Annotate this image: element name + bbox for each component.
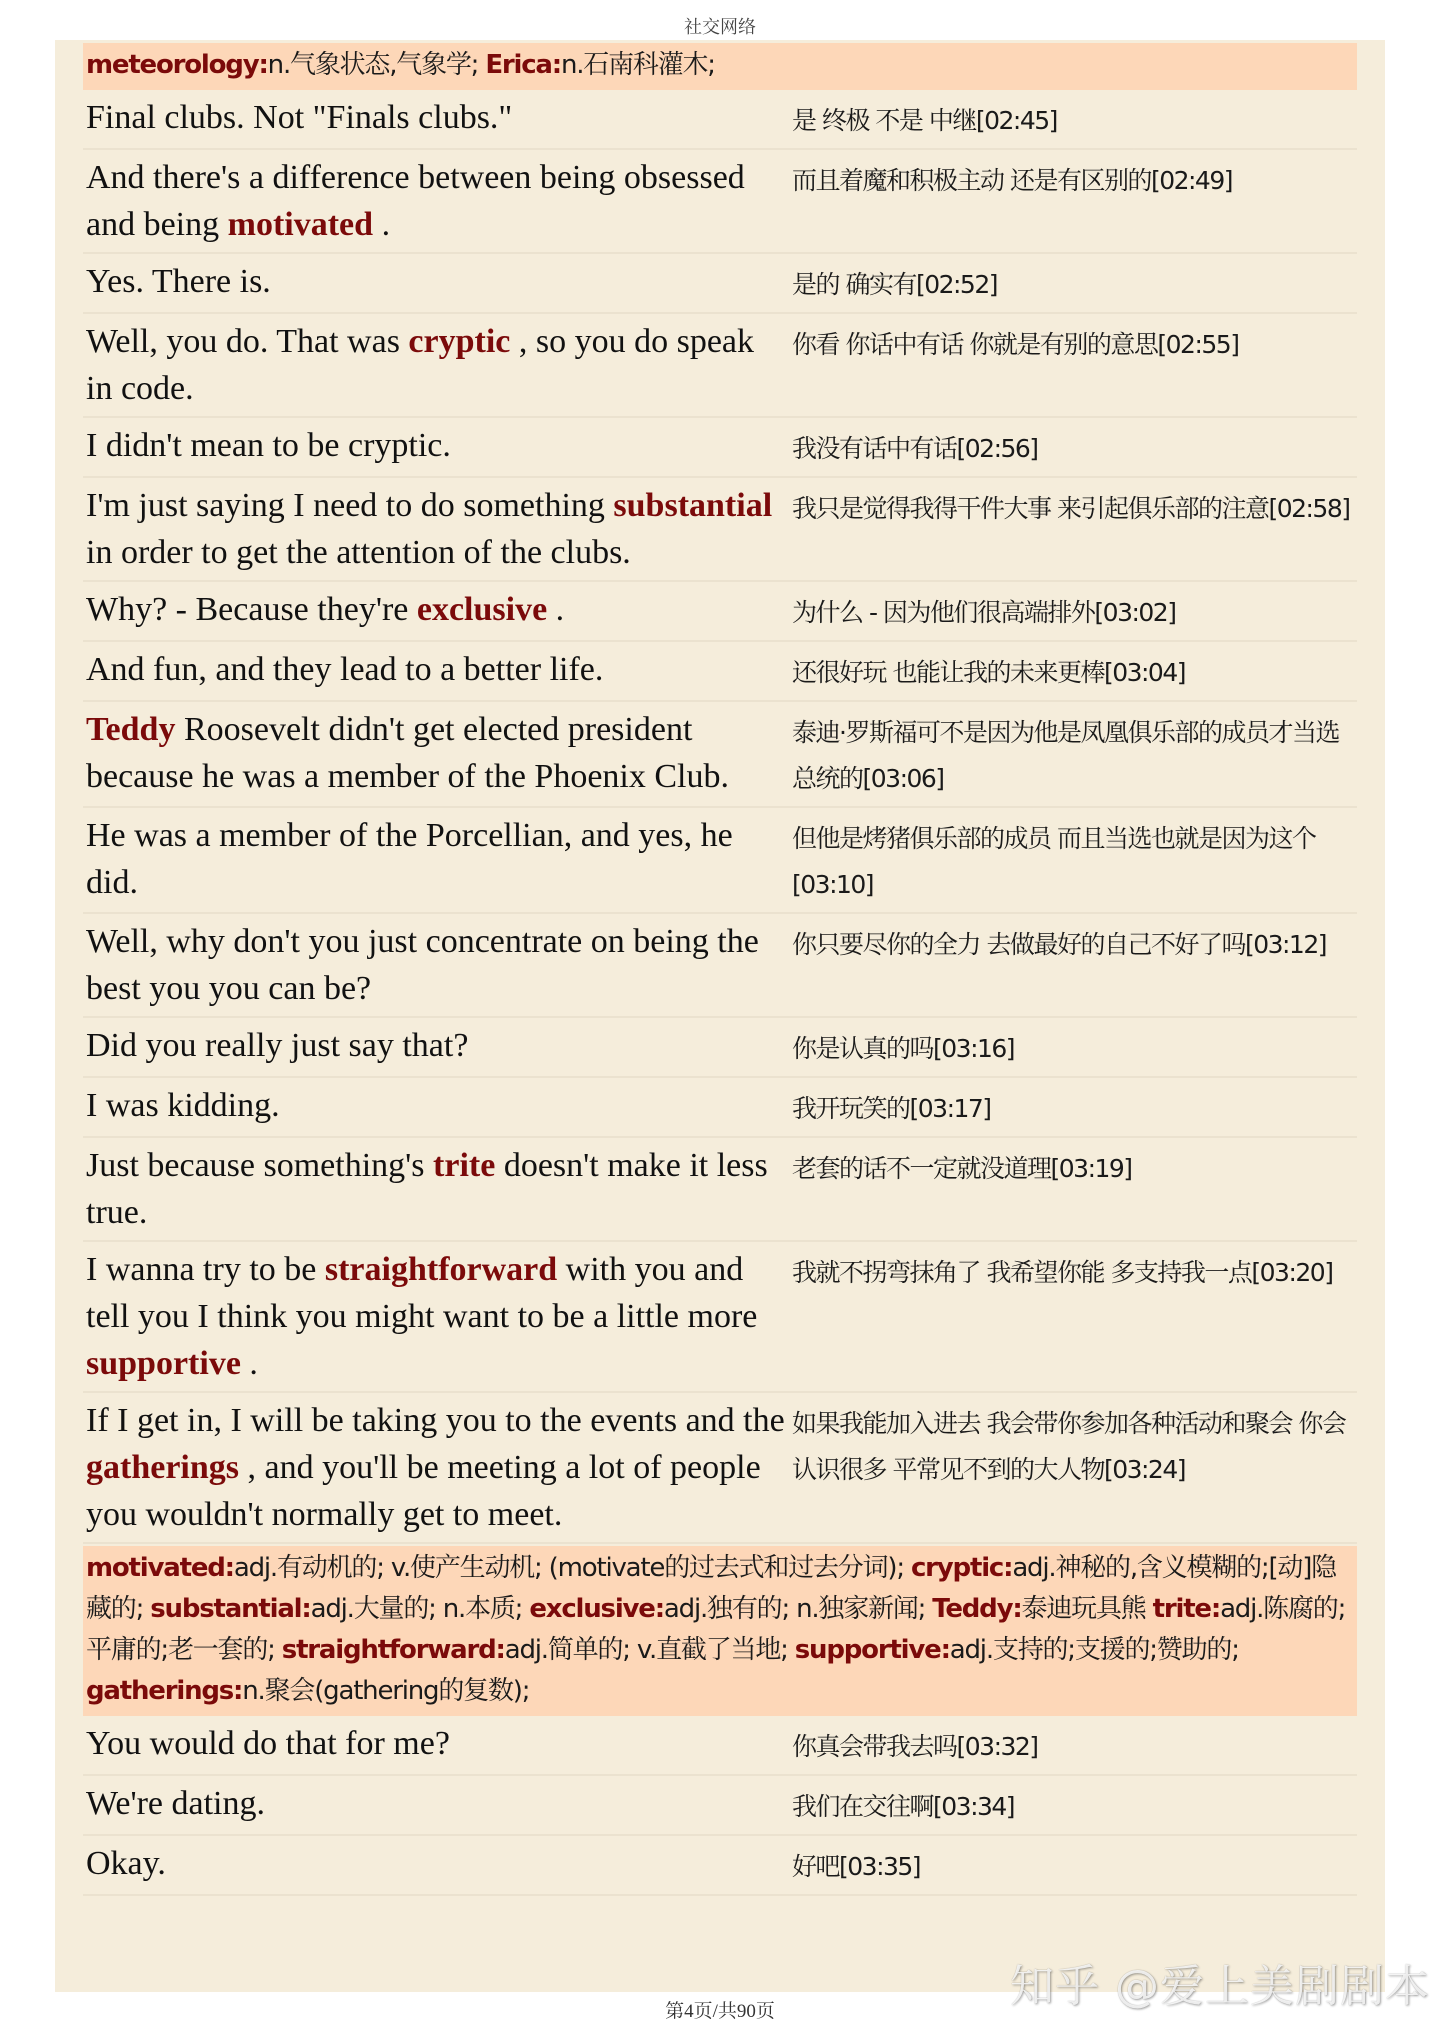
- subtitle-row: [83, 478, 1357, 582]
- english-text: , so you do speak in code.: [86, 323, 755, 407]
- chinese-translation: 是的 确实有[02:52]: [792, 270, 997, 299]
- subtitle-row: [83, 1242, 1357, 1393]
- english-text: Final clubs. Not "Finals clubs.": [86, 99, 513, 136]
- subtitle-row: [83, 418, 1357, 478]
- english-line: [83, 1776, 788, 1834]
- english-line: [83, 1716, 788, 1774]
- highlighted-vocab-word: straightforward: [324, 1251, 558, 1288]
- chinese-translation: 我只是觉得我得干件大事 来引起俱乐部的注意[02:58]: [792, 494, 1350, 523]
- highlighted-vocab-word: supportive: [86, 1345, 241, 1382]
- chinese-translation: 你真会带我去吗[03:32]: [792, 1732, 1038, 1761]
- english-text: Just because something's: [86, 1147, 434, 1184]
- subtitle-row: [83, 702, 1357, 808]
- vocab-box-2: [83, 1546, 1357, 1716]
- vocab-term: gatherings:: [86, 1676, 243, 1706]
- subtitle-row: [83, 1138, 1357, 1242]
- highlighted-vocab-word: cryptic: [408, 323, 511, 360]
- vocab-definition: adj.神秘的,含义模糊的;[动]隐藏的;: [86, 1553, 1336, 1624]
- vocab-definition: adj.简单的; v.直截了当地;: [504, 1635, 795, 1665]
- zhihu-watermark: 知乎 @爱上美剧剧本: [1010, 1961, 1430, 2012]
- chinese-translation: 你看 你话中有话 你就是有别的意思[02:55]: [792, 330, 1239, 359]
- vocab-definition: adj.陈腐的;平庸的;老一套的;: [86, 1594, 1346, 1665]
- highlighted-vocab-word: gatherings: [86, 1449, 239, 1486]
- subtitle-row: [83, 642, 1357, 702]
- vocab-term: substantial:: [150, 1594, 311, 1624]
- chinese-translation: 我没有话中有话[02:56]: [792, 434, 1038, 463]
- english-line: [83, 1393, 788, 1542]
- vocab-term: cryptic:: [910, 1553, 1013, 1583]
- subtitle-row: [83, 808, 1357, 914]
- subtitle-row: [83, 914, 1357, 1018]
- vocab-definition: adj.有动机的; v.使产生动机; (motivate的过去式和过去分词);: [233, 1553, 911, 1583]
- highlighted-vocab-word: motivated: [227, 206, 374, 243]
- subtitle-row: [83, 582, 1357, 642]
- english-line: [83, 808, 788, 912]
- vocab-term: trite:: [1152, 1594, 1221, 1624]
- chinese-translation: 你是认真的吗[03:16]: [792, 1034, 1015, 1063]
- document-header-title: 社交网络: [684, 17, 756, 37]
- content: [83, 43, 1357, 1896]
- subtitle-row: [83, 1393, 1357, 1544]
- page-indicator: 第4页/共90页: [665, 2001, 775, 2022]
- english-text: in order to get the attention of the clubs.: [86, 534, 631, 571]
- english-line: [83, 1018, 788, 1076]
- english-text: If I get in, I will be taking you to the events and the: [86, 1402, 785, 1439]
- subtitle-row: [83, 150, 1357, 254]
- english-line: [83, 702, 788, 806]
- english-line: [83, 314, 788, 416]
- english-text: .: [547, 591, 565, 628]
- chinese-translation: 好吧[03:35]: [792, 1852, 921, 1881]
- vocab-term: Erica:: [485, 50, 561, 80]
- english-text: I didn't mean to be cryptic.: [86, 427, 451, 464]
- english-line: [83, 418, 788, 476]
- chinese-translation: 如果我能加入进去 我会带你参加各种活动和聚会 你会认识很多 平常见不到的大人物[03:24]: [792, 1409, 1346, 1484]
- chinese-translation: 泰迪·罗斯福可不是因为他是凤凰俱乐部的成员才当选总统的[03:06]: [792, 718, 1339, 793]
- chinese-translation: 但他是烤猪俱乐部的成员 而且当选也就是因为这个[03:10]: [792, 824, 1316, 899]
- chinese-translation: 你只要尽你的全力 去做最好的自己不好了吗[03:12]: [792, 930, 1327, 959]
- english-text: And there's a difference between being obsessed and being: [86, 159, 745, 243]
- subtitle-row: [83, 254, 1357, 314]
- english-text: .: [373, 206, 391, 243]
- english-text: I was kidding.: [86, 1087, 280, 1124]
- subtitle-row: [83, 1078, 1357, 1138]
- vocab-definition: adj.大量的; n.本质;: [310, 1594, 530, 1624]
- english-text: , and you'll be meeting a lot of people you wouldn't normally get to meet.: [86, 1449, 761, 1533]
- english-text: with you and tell you I think you might want to be a little more: [86, 1251, 758, 1335]
- english-line: [83, 254, 788, 312]
- english-line: [83, 1138, 788, 1240]
- vocab-definition: n.石南科灌木;: [560, 50, 715, 80]
- english-line: [83, 1078, 788, 1136]
- english-text: He was a member of the Porcellian, and yes, he did.: [86, 817, 733, 901]
- chinese-translation: 我就不拐弯抹角了 我希望你能 多支持我一点[03:20]: [792, 1258, 1333, 1287]
- highlighted-vocab-word: trite: [433, 1147, 496, 1184]
- chinese-translation: 还很好玩 也能让我的未来更棒[03:04]: [792, 658, 1186, 687]
- vocab-definition: n.聚会(gathering的复数);: [242, 1676, 530, 1706]
- english-line: [83, 642, 788, 700]
- highlighted-vocab-word: substantial: [613, 487, 773, 524]
- english-text: Okay.: [86, 1845, 166, 1882]
- chinese-translation: 我们在交往啊[03:34]: [792, 1792, 1015, 1821]
- vocab-box-1: [83, 43, 1357, 90]
- page-body: [55, 40, 1385, 1992]
- english-text: And fun, and they lead to a better life.: [86, 651, 604, 688]
- english-line: [83, 1242, 788, 1391]
- subtitle-table-2: [83, 1716, 1357, 1896]
- english-line: [83, 90, 788, 148]
- english-text: Did you really just say that?: [86, 1027, 469, 1064]
- subtitle-row: [83, 1836, 1357, 1896]
- chinese-translation: 为什么 - 因为他们很高端排外[03:02]: [792, 598, 1176, 627]
- highlighted-vocab-word: exclusive: [416, 591, 548, 628]
- english-text: We're dating.: [86, 1785, 265, 1822]
- english-text: I'm just saying I need to do something: [86, 487, 614, 524]
- vocab-definition: n.气象状态,气象学;: [267, 50, 486, 80]
- vocab-definition: 泰迪玩具熊: [1021, 1594, 1153, 1624]
- subtitle-table-1: [83, 90, 1357, 1544]
- english-text: doesn't make it less true.: [86, 1147, 768, 1231]
- subtitle-row: [83, 1776, 1357, 1836]
- english-text: Well, you do. That was: [86, 323, 409, 360]
- english-text: You would do that for me?: [86, 1725, 450, 1762]
- highlighted-vocab-word: Teddy: [86, 711, 176, 748]
- vocab-term: exclusive:: [529, 1594, 664, 1624]
- vocab-term: straightforward:: [281, 1635, 505, 1665]
- vocab-term: meteorology:: [86, 50, 268, 80]
- chinese-translation: 而且着魔和积极主动 还是有区别的[02:49]: [792, 166, 1233, 195]
- english-text: Yes. There is.: [86, 263, 271, 300]
- chinese-translation: 是 终极 不是 中继[02:45]: [792, 106, 1057, 135]
- english-text: .: [240, 1345, 258, 1382]
- english-text: Well, why don't you just concentrate on being the best you you can be?: [86, 923, 759, 1007]
- english-text: Roosevelt didn't get elected president because he was a member of the Phoenix Club.: [86, 711, 729, 795]
- subtitle-row: [83, 1018, 1357, 1078]
- vocab-definition: adj.独有的; n.独家新闻;: [663, 1594, 933, 1624]
- english-line: [83, 150, 788, 252]
- vocab-term: Teddy:: [932, 1594, 1022, 1624]
- english-line: [83, 1836, 788, 1894]
- subtitle-row: [83, 314, 1357, 418]
- subtitle-row: [83, 90, 1357, 150]
- english-line: [83, 582, 788, 640]
- english-text: Why? - Because they're: [86, 591, 417, 628]
- chinese-translation: 我开玩笑的[03:17]: [792, 1094, 991, 1123]
- english-line: [83, 914, 788, 1016]
- vocab-term: motivated:: [86, 1553, 234, 1583]
- vocab-definition: adj.支持的;支援的;赞助的;: [949, 1635, 1239, 1665]
- vocab-term: supportive:: [794, 1635, 950, 1665]
- subtitle-row: [83, 1716, 1357, 1776]
- chinese-translation: 老套的话不一定就没道理[03:19]: [792, 1154, 1132, 1183]
- english-line: [83, 478, 788, 580]
- english-text: I wanna try to be: [86, 1251, 325, 1288]
